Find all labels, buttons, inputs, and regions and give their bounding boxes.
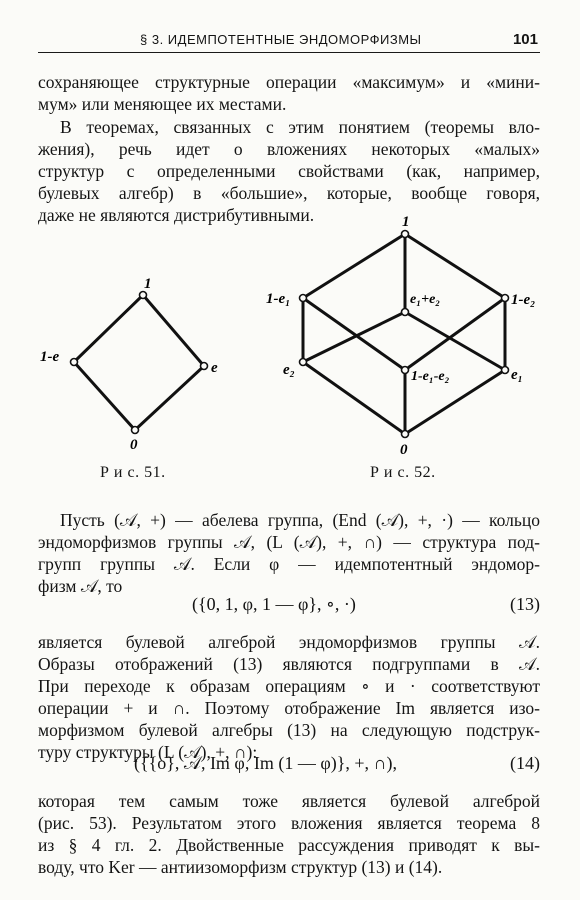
edge [135, 366, 204, 430]
edge [405, 298, 505, 370]
vertex [402, 431, 409, 438]
text-line: которая тем самым тоже является булевой алгеброй [38, 791, 540, 811]
text-line: эндоморфизмов группы 𝒜, (L (𝒜), +, ∩) — структура под- [38, 532, 540, 552]
text-line: сохраняющее структурные операции «максимум» и «мини- [38, 72, 540, 92]
formula-14: ({{o}, 𝒜, Im φ, Im (1 — φ)}, +, ∩), [134, 753, 397, 773]
vertex-label: 1 [402, 214, 410, 230]
edge [405, 312, 505, 370]
vertex [402, 367, 409, 374]
edge [303, 312, 405, 362]
vertex-label: 0 [400, 442, 408, 458]
figure-52-cube [303, 234, 505, 434]
figure-51-diamond [74, 295, 204, 430]
edge [74, 362, 135, 430]
vertex [300, 295, 307, 302]
figure-51-caption: Р и с. 51. [100, 464, 166, 481]
text-line: воду, что Ker — антиизоморфизм структур (13) и (14). [38, 857, 443, 877]
text-line: туру структуры (L (𝒜), +, ∩): [38, 742, 258, 762]
section-title: § 3. ИДЕМПОТЕНТНЫЕ ЭНДОМОРФИЗМЫ [140, 32, 422, 47]
edge [303, 362, 405, 434]
vertex [300, 359, 307, 366]
equation-number-13: (13) [510, 594, 540, 614]
text-line: булевых алгебр) в «большие», которые, вообще говоря, [38, 183, 540, 203]
vertex-label: 1-e₂ [511, 292, 536, 308]
text-line: физм 𝒜, то [38, 576, 123, 596]
edge [303, 298, 405, 370]
text-line: структур с определенными свойствами (как, например, [38, 161, 540, 181]
vertex [201, 363, 208, 370]
vertex-label: 0 [130, 437, 138, 453]
text-line: Образы отображений (13) являются подгруппами в 𝒜. [38, 654, 540, 674]
conclusion-paragraph [38, 790, 540, 878]
edge [303, 234, 405, 298]
text-line: При переходе к образам операциям ∘ и · соответствуют [38, 676, 540, 696]
edge [143, 295, 204, 366]
vertex [402, 309, 409, 316]
text-line: В теоремах, связанных с этим понятием (теоремы вло- [60, 117, 540, 137]
vertex-label: 1-e₁ [266, 291, 291, 307]
text-line: является булевой алгеброй эндоморфизмов группы 𝒜. [38, 632, 540, 652]
text-line: групп группы 𝒜. Если φ — идемпотентный эндомор- [38, 554, 540, 574]
text-line: операции + и ∩. Поэтому отображение Im является изо- [38, 698, 540, 718]
text-line: мум» или меняющее их местами. [38, 94, 287, 114]
vertex [502, 367, 509, 374]
equation-number-14: (14) [510, 753, 540, 773]
formula-13: ({0, 1, φ, 1 — φ}, ∘, ·) [192, 594, 356, 614]
text-line: (рис. 53). Результатом этого вложения является теорема 8 [38, 813, 540, 833]
vertex-label: 1 [144, 276, 152, 292]
vertex-label: 1-e₁-e₂ [411, 369, 450, 384]
edge [74, 295, 143, 362]
page-number: 101 [512, 31, 538, 48]
vertex [402, 231, 409, 238]
text-line: морфизмом булевой алгебры (13) на следующую подструк- [38, 720, 540, 740]
text-line: Пусть (𝒜, +) — абелева группа, (End (𝒜), +, ·) — кольцо [60, 510, 540, 530]
figure-52-caption: Р и с. 52. [370, 464, 436, 481]
vertex [502, 295, 509, 302]
boolean-algebra-paragraph [38, 631, 540, 763]
vertex [140, 292, 147, 299]
vertex [132, 427, 139, 434]
edge [405, 234, 505, 298]
vertex-label: e [211, 360, 218, 376]
vertex-label: e₂ [283, 362, 295, 378]
text-line: из § 4 гл. 2. Двойственные рассуждения приводят к вы- [38, 835, 540, 855]
definitions-paragraph [38, 509, 540, 597]
text-line: даже не являются дистрибутивными. [38, 205, 315, 225]
vertex-label: e₁+e₂ [410, 292, 441, 307]
vertex-label: e₁ [511, 367, 523, 383]
text-line: жения), речь идет о вложениях некоторых «малых» [38, 139, 540, 159]
vertex [71, 359, 78, 366]
vertex-label: 1-e [40, 349, 60, 365]
